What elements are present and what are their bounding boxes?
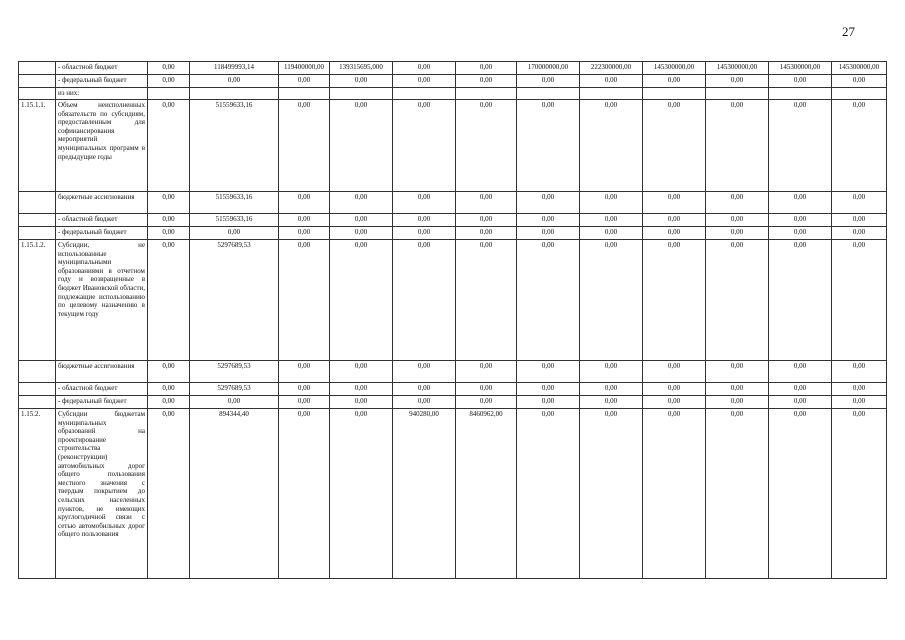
value-cell: 0,00 — [148, 383, 190, 396]
row-name: Субсидии, не использованные муниципальными образованиями в отчетном году и возвращенные в бюджет Ивановской области, подлежащие использованию по целевому назначению в текущем году — [56, 240, 148, 361]
row-name: - областной бюджет — [56, 214, 148, 227]
value-cell: 0,00 — [393, 383, 456, 396]
value-cell: 0,00 — [832, 227, 887, 240]
row-code — [19, 227, 56, 240]
value-cell: 0,00 — [706, 214, 769, 227]
row-code — [19, 88, 56, 100]
value-cell: 0,00 — [148, 409, 190, 579]
value-cell: 0,00 — [279, 240, 330, 361]
value-cell: 0,00 — [279, 383, 330, 396]
value-cell: 0,00 — [580, 240, 643, 361]
value-cell: 0,00 — [769, 192, 832, 214]
table-row — [19, 227, 887, 240]
row-code: 1.15.2. — [19, 409, 56, 579]
page-number: 27 — [842, 24, 855, 39]
value-cell: 222300000,00 — [580, 62, 643, 75]
table-row — [19, 192, 887, 214]
table-row — [19, 214, 887, 227]
value-cell — [148, 88, 190, 100]
value-cell: 0,00 — [517, 214, 580, 227]
value-cell: 0,00 — [706, 75, 769, 88]
row-code — [19, 62, 56, 75]
value-cell: 0,00 — [580, 227, 643, 240]
value-cell: 0,00 — [706, 361, 769, 383]
value-cell — [190, 88, 279, 100]
value-cell: 0,00 — [393, 192, 456, 214]
value-cell: 0,00 — [148, 192, 190, 214]
value-cell: 0,00 — [330, 409, 393, 579]
value-cell: 0,00 — [832, 409, 887, 579]
table-row — [19, 383, 887, 396]
value-cell: 0,00 — [330, 396, 393, 409]
value-cell: 0,00 — [190, 75, 279, 88]
table-row — [19, 409, 887, 579]
value-cell: 0,00 — [769, 100, 832, 192]
value-cell: 0,00 — [456, 100, 517, 192]
value-cell: 0,00 — [393, 227, 456, 240]
value-cell: 0,00 — [643, 240, 706, 361]
row-code — [19, 361, 56, 383]
value-cell: 0,00 — [279, 100, 330, 192]
value-cell: 170000000,00 — [517, 62, 580, 75]
value-cell: 0,00 — [769, 75, 832, 88]
row-name: - областной бюджет — [56, 383, 148, 396]
value-cell: 0,00 — [517, 409, 580, 579]
value-cell: 0,00 — [832, 192, 887, 214]
table-row — [19, 62, 887, 75]
value-cell: 0,00 — [706, 100, 769, 192]
value-cell — [279, 88, 330, 100]
value-cell: 0,00 — [517, 361, 580, 383]
value-cell: 51559633,16 — [190, 214, 279, 227]
value-cell: 0,00 — [832, 214, 887, 227]
value-cell: 0,00 — [456, 75, 517, 88]
value-cell: 0,00 — [580, 409, 643, 579]
row-name: Объем неисполненных обязательств по субсидиям, предоставленным для софинансирования мероприятий муниципальных программ в предыдущие годы — [56, 100, 148, 192]
value-cell: 0,00 — [279, 396, 330, 409]
value-cell: 0,00 — [832, 361, 887, 383]
row-name: - федеральный бюджет — [56, 396, 148, 409]
value-cell: 0,00 — [643, 227, 706, 240]
value-cell — [643, 88, 706, 100]
value-cell — [456, 88, 517, 100]
value-cell: 0,00 — [456, 227, 517, 240]
row-code — [19, 192, 56, 214]
value-cell: 119400000,00 — [279, 62, 330, 75]
row-name: бюджетные ассигнования — [56, 361, 148, 383]
value-cell: 0,00 — [330, 227, 393, 240]
value-cell: 0,00 — [706, 240, 769, 361]
value-cell: 0,00 — [190, 396, 279, 409]
value-cell: 0,00 — [456, 396, 517, 409]
row-name: - федеральный бюджет — [56, 227, 148, 240]
row-code: 1.15.1.1. — [19, 100, 56, 192]
value-cell: 0,00 — [643, 361, 706, 383]
value-cell: 0,00 — [643, 100, 706, 192]
value-cell: 0,00 — [517, 100, 580, 192]
value-cell: 118499993,14 — [190, 62, 279, 75]
row-code — [19, 383, 56, 396]
value-cell: 0,00 — [148, 240, 190, 361]
value-cell: 940280,00 — [393, 409, 456, 579]
value-cell: 0,00 — [643, 383, 706, 396]
value-cell: 0,00 — [279, 75, 330, 88]
value-cell — [580, 88, 643, 100]
value-cell: 0,00 — [517, 240, 580, 361]
value-cell: 0,00 — [769, 409, 832, 579]
value-cell: 0,00 — [330, 361, 393, 383]
table-row — [19, 88, 887, 100]
value-cell: 0,00 — [643, 75, 706, 88]
value-cell — [330, 88, 393, 100]
value-cell: 0,00 — [643, 396, 706, 409]
value-cell: 0,00 — [643, 192, 706, 214]
row-name: - областной бюджет — [56, 62, 148, 75]
value-cell: 0,00 — [148, 100, 190, 192]
value-cell: 0,00 — [456, 383, 517, 396]
table-row — [19, 75, 887, 88]
value-cell: 0,00 — [279, 361, 330, 383]
value-cell: 0,00 — [393, 214, 456, 227]
value-cell: 145300000,00 — [706, 62, 769, 75]
value-cell — [832, 88, 887, 100]
value-cell: 0,00 — [148, 361, 190, 383]
value-cell — [517, 88, 580, 100]
value-cell: 0,00 — [279, 214, 330, 227]
value-cell — [769, 88, 832, 100]
value-cell: 0,00 — [148, 75, 190, 88]
value-cell: 0,00 — [330, 383, 393, 396]
value-cell: 0,00 — [832, 240, 887, 361]
value-cell: 0,00 — [769, 383, 832, 396]
value-cell: 5297689,53 — [190, 361, 279, 383]
value-cell: 0,00 — [769, 240, 832, 361]
value-cell: 0,00 — [517, 383, 580, 396]
value-cell: 0,00 — [148, 227, 190, 240]
row-code — [19, 396, 56, 409]
value-cell: 0,00 — [456, 240, 517, 361]
value-cell: 0,00 — [580, 383, 643, 396]
value-cell: 0,00 — [393, 100, 456, 192]
value-cell: 0,00 — [330, 75, 393, 88]
value-cell: 51559633,16 — [190, 192, 279, 214]
table-row — [19, 396, 887, 409]
value-cell: 0,00 — [330, 192, 393, 214]
value-cell: 145300000,00 — [832, 62, 887, 75]
value-cell: 0,00 — [456, 214, 517, 227]
value-cell: 0,00 — [279, 192, 330, 214]
value-cell: 0,00 — [769, 396, 832, 409]
value-cell: 0,00 — [456, 62, 517, 75]
value-cell: 0,00 — [580, 361, 643, 383]
value-cell: 0,00 — [148, 214, 190, 227]
value-cell: 0,00 — [769, 227, 832, 240]
value-cell: 0,00 — [706, 396, 769, 409]
value-cell: 0,00 — [643, 214, 706, 227]
value-cell: 145300000,00 — [769, 62, 832, 75]
value-cell: 0,00 — [769, 361, 832, 383]
value-cell: 0,00 — [643, 409, 706, 579]
row-name: из них: — [56, 88, 148, 100]
value-cell: 0,00 — [517, 75, 580, 88]
value-cell: 0,00 — [148, 62, 190, 75]
value-cell: 0,00 — [456, 192, 517, 214]
value-cell: 0,00 — [832, 75, 887, 88]
value-cell: 0,00 — [330, 240, 393, 361]
value-cell: 0,00 — [393, 75, 456, 88]
value-cell: 0,00 — [706, 409, 769, 579]
value-cell: 0,00 — [832, 396, 887, 409]
value-cell: 0,00 — [580, 75, 643, 88]
value-cell: 0,00 — [393, 361, 456, 383]
row-code: 1.15.1.2. — [19, 240, 56, 361]
value-cell: 894344,40 — [190, 409, 279, 579]
value-cell: 145300000,00 — [643, 62, 706, 75]
value-cell: 5297689,53 — [190, 240, 279, 361]
value-cell: 0,00 — [517, 192, 580, 214]
value-cell: 0,00 — [330, 214, 393, 227]
value-cell: 0,00 — [330, 100, 393, 192]
value-cell: 0,00 — [456, 361, 517, 383]
budget-table — [18, 61, 887, 579]
row-code — [19, 214, 56, 227]
value-cell — [393, 88, 456, 100]
value-cell: 0,00 — [279, 227, 330, 240]
value-cell: 0,00 — [706, 192, 769, 214]
row-name: - федеральный бюджет — [56, 75, 148, 88]
value-cell: 0,00 — [279, 409, 330, 579]
value-cell — [706, 88, 769, 100]
value-cell: 0,00 — [580, 100, 643, 192]
value-cell: 0,00 — [580, 192, 643, 214]
value-cell: 0,00 — [580, 214, 643, 227]
table-row — [19, 361, 887, 383]
value-cell: 0,00 — [517, 227, 580, 240]
value-cell: 0,00 — [393, 62, 456, 75]
table-body — [19, 62, 887, 579]
value-cell: 0,00 — [148, 396, 190, 409]
value-cell: 0,00 — [393, 240, 456, 361]
value-cell: 0,00 — [580, 396, 643, 409]
table-row — [19, 240, 887, 361]
value-cell: 139315695,000 — [330, 62, 393, 75]
value-cell: 0,00 — [517, 396, 580, 409]
value-cell: 0,00 — [706, 227, 769, 240]
row-name: Субсидии бюджетам муниципальных образований на проектирование строительства (реконструкции) автомобильных дорог общего пользования местного значения с твердым покрытием до сельских населенных пунктов, не имеющих круглогодичной связи с сетью автомобильных дорог общего пользования — [56, 409, 148, 579]
value-cell: 0,00 — [832, 383, 887, 396]
value-cell: 8460962,00 — [456, 409, 517, 579]
value-cell: 0,00 — [706, 383, 769, 396]
row-code — [19, 75, 56, 88]
row-name: бюджетные ассигнования — [56, 192, 148, 214]
table-row — [19, 100, 887, 192]
value-cell: 0,00 — [190, 227, 279, 240]
value-cell: 0,00 — [393, 396, 456, 409]
value-cell: 5297689,53 — [190, 383, 279, 396]
value-cell: 0,00 — [832, 100, 887, 192]
value-cell: 51559633,16 — [190, 100, 279, 192]
value-cell: 0,00 — [769, 214, 832, 227]
